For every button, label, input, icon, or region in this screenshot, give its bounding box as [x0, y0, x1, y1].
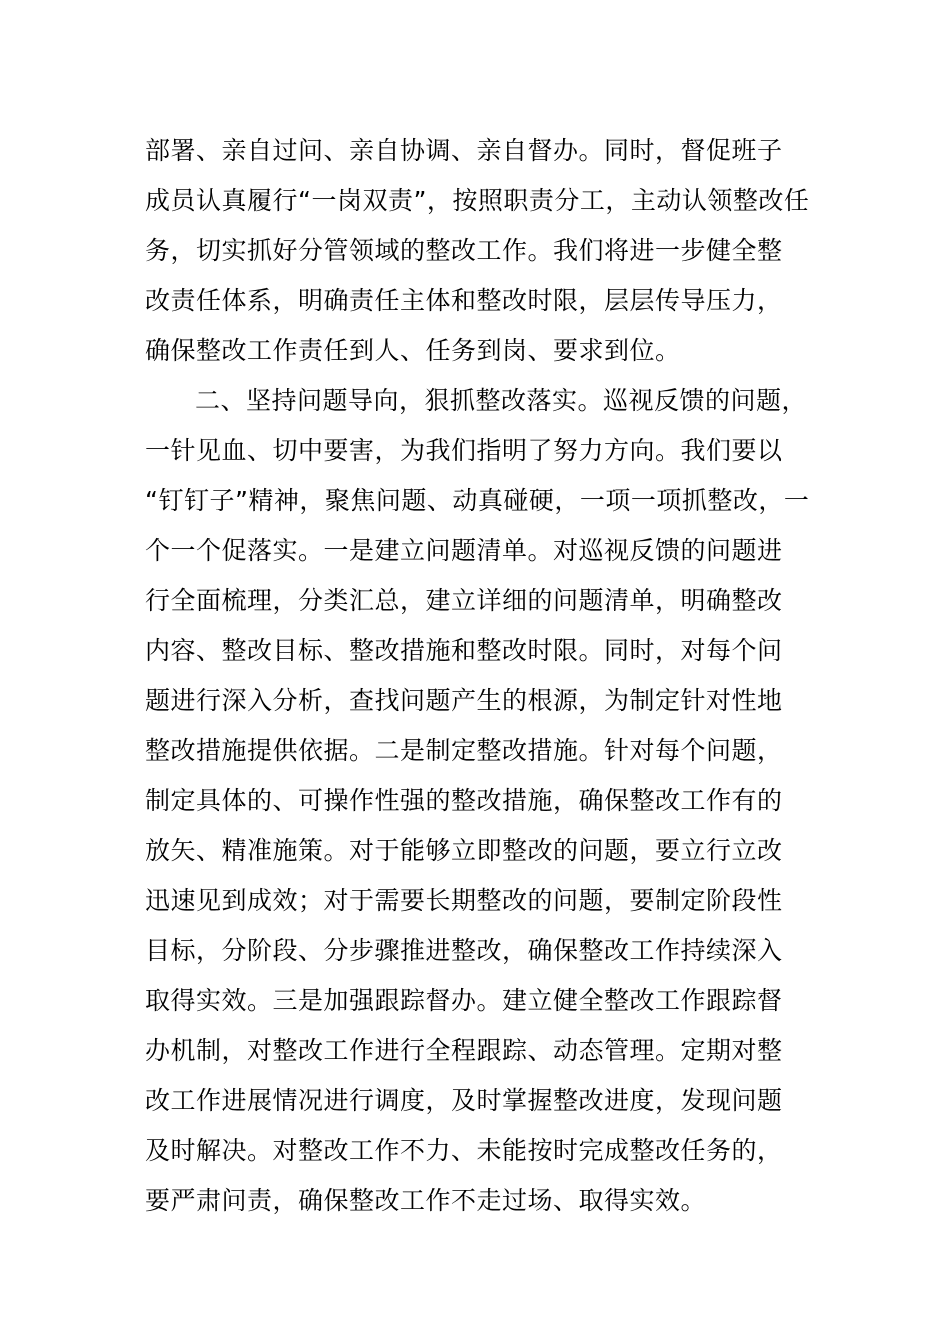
text-line: 及时解决。对整改工作不力、未能按时完成整改任务的，: [145, 1136, 783, 1165]
body-text: [145, 126, 810, 1226]
text-line: 改责任体系，明确责任主体和整改时限，层层传导压力，: [145, 286, 783, 315]
paragraph-1: [145, 126, 810, 376]
text-line: 一针见血、切中要害，为我们指明了努力方向。我们要以: [145, 436, 783, 465]
text-line: 个一个促落实。一是建立问题清单。对巡视反馈的问题进: [145, 536, 783, 565]
text-line: 取得实效。三是加强跟踪督办。建立健全整改工作跟踪督: [145, 986, 783, 1015]
text-line: 改工作进展情况进行调度，及时掌握整改进度，发现问题: [145, 1086, 783, 1115]
text-line: 放矢、精准施策。对于能够立即整改的问题，要立行立改: [145, 836, 783, 865]
text-line: 务，切实抓好分管领域的整改工作。我们将进一步健全整: [145, 236, 783, 265]
text-line: 内容、整改目标、整改措施和整改时限。同时，对每个问: [145, 636, 783, 665]
text-line: 部署、亲自过问、亲自协调、亲自督办。同时，督促班子: [145, 136, 783, 165]
text-line: 题进行深入分析，查找问题产生的根源，为制定针对性地: [145, 686, 783, 715]
text-line: 确保整改工作责任到人、任务到岗、要求到位。: [145, 336, 681, 365]
text-line: “钉钉子”精神，聚焦问题、动真碰硬，一项一项抓整改，一: [145, 486, 810, 515]
text-line: 成员认真履行“一岗双责”，按照职责分工，主动认领整改任: [145, 186, 810, 215]
text-line: 制定具体的、可操作性强的整改措施，确保整改工作有的: [145, 786, 783, 815]
text-line: 行全面梳理，分类汇总，建立详细的问题清单，明确整改: [145, 586, 783, 615]
paragraph-2: [145, 376, 810, 1226]
text-line-indented: 二、坚持问题导向，狠抓整改落实。巡视反馈的问题，: [195, 386, 808, 415]
text-line: 目标，分阶段、分步骤推进整改，确保整改工作持续深入: [145, 936, 783, 965]
text-line: 办机制，对整改工作进行全程跟踪、动态管理。定期对整: [145, 1036, 783, 1065]
text-line: 整改措施提供依据。二是制定整改措施。针对每个问题，: [145, 736, 783, 765]
text-line: 要严肃问责，确保整改工作不走过场、取得实效。: [145, 1186, 707, 1215]
text-line: 迅速见到成效；对于需要长期整改的问题，要制定阶段性: [145, 886, 783, 915]
